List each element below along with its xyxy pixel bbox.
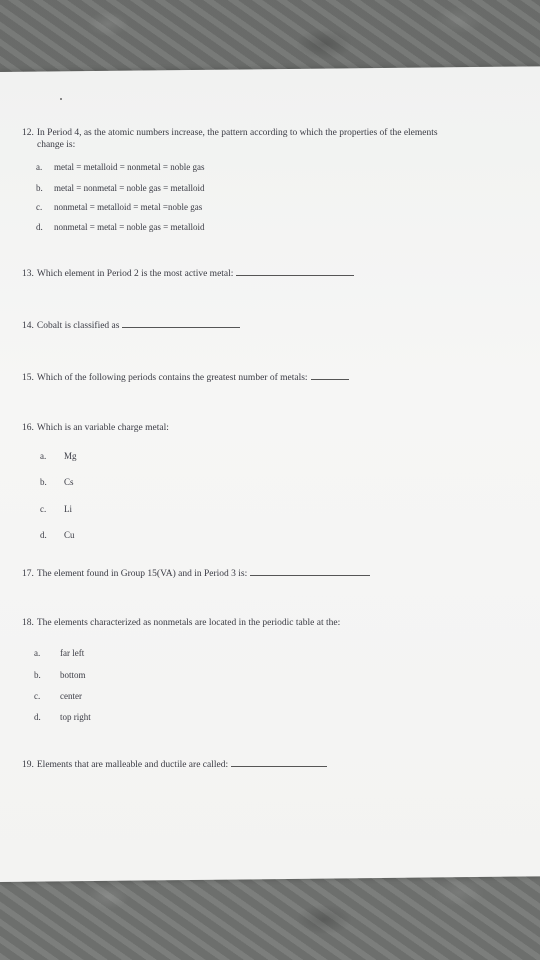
answer-blank[interactable]	[236, 275, 354, 276]
paper-speck	[60, 98, 62, 100]
option-text: Cu	[64, 530, 75, 540]
option-text: nonmetal = metalloid = metal =noble gas	[54, 202, 203, 212]
question-text: In Period 4, as the atomic numbers increase, the pattern according to which the properties of the elements	[36, 128, 438, 138]
question-number: 16.	[22, 423, 34, 433]
q18-option-b	[34, 670, 86, 680]
quilt-background-bottom	[0, 870, 540, 960]
question-text: Elements that are malleable and ductile are called:	[36, 760, 229, 770]
option-text: bottom	[60, 670, 86, 680]
question-text: Which element in Period 2 is the most active metal:	[36, 269, 234, 279]
option-letter: a.	[34, 648, 41, 658]
option-text: Li	[64, 504, 72, 514]
q12-option-d	[36, 222, 204, 232]
q18-option-a	[34, 648, 84, 658]
question-12-line2	[37, 140, 75, 150]
option-letter: b.	[40, 477, 47, 487]
question-19	[22, 760, 327, 770]
option-letter: a.	[40, 451, 47, 461]
option-letter: b.	[34, 670, 41, 680]
option-letter: d.	[40, 530, 47, 540]
question-number: 17.	[22, 569, 34, 579]
q12-option-a	[36, 162, 204, 172]
question-number: 12.	[22, 128, 34, 138]
q18-option-c	[34, 691, 82, 701]
option-letter: a.	[36, 162, 43, 172]
answer-blank[interactable]	[311, 379, 349, 380]
option-text: top right	[60, 712, 91, 722]
question-text: Which is an variable charge metal:	[36, 423, 169, 433]
question-number: 15.	[22, 373, 34, 383]
answer-blank[interactable]	[122, 327, 240, 328]
question-text: change is:	[37, 140, 76, 150]
question-text: Which of the following periods contains the greatest number of metals:	[36, 373, 308, 383]
option-text: metal = nonmetal = noble gas = metalloid	[54, 183, 205, 193]
option-text: nonmetal = metal = noble gas = metalloid	[54, 222, 205, 232]
q16-option-b	[40, 477, 74, 487]
question-text: Cobalt is classified as	[36, 321, 120, 331]
option-text: Mg	[64, 451, 77, 461]
question-15	[22, 373, 349, 383]
option-letter: c.	[34, 691, 41, 701]
option-letter: d.	[34, 712, 41, 722]
option-letter: d.	[36, 222, 43, 232]
option-text: Cs	[64, 477, 74, 487]
question-16	[22, 423, 169, 433]
answer-blank[interactable]	[250, 575, 370, 576]
question-12	[22, 128, 438, 138]
q12-option-c	[36, 202, 202, 212]
question-number: 18.	[22, 618, 34, 628]
option-letter: b.	[36, 183, 43, 193]
question-text: The elements characterized as nonmetals are located in the periodic table at the:	[36, 618, 341, 628]
option-letter: c.	[36, 202, 43, 212]
option-text: metal = metalloid = nonmetal = noble gas	[54, 162, 205, 172]
question-13	[22, 269, 354, 279]
q16-option-a	[40, 451, 77, 461]
option-letter: c.	[40, 504, 47, 514]
option-text: far left	[60, 648, 85, 658]
question-text: The element found in Group 15(VA) and in Period 3 is:	[36, 569, 248, 579]
q16-option-c	[40, 504, 72, 514]
question-number: 14.	[22, 321, 34, 331]
question-18	[22, 618, 340, 628]
question-17	[22, 569, 370, 579]
q16-option-d	[40, 530, 75, 540]
option-text: center	[60, 691, 82, 701]
question-14	[22, 321, 240, 331]
worksheet-content	[0, 72, 540, 882]
answer-blank[interactable]	[231, 766, 327, 767]
q18-option-d	[34, 712, 91, 722]
question-number: 13.	[22, 269, 34, 279]
question-number: 19.	[22, 760, 34, 770]
q12-option-b	[36, 183, 204, 193]
